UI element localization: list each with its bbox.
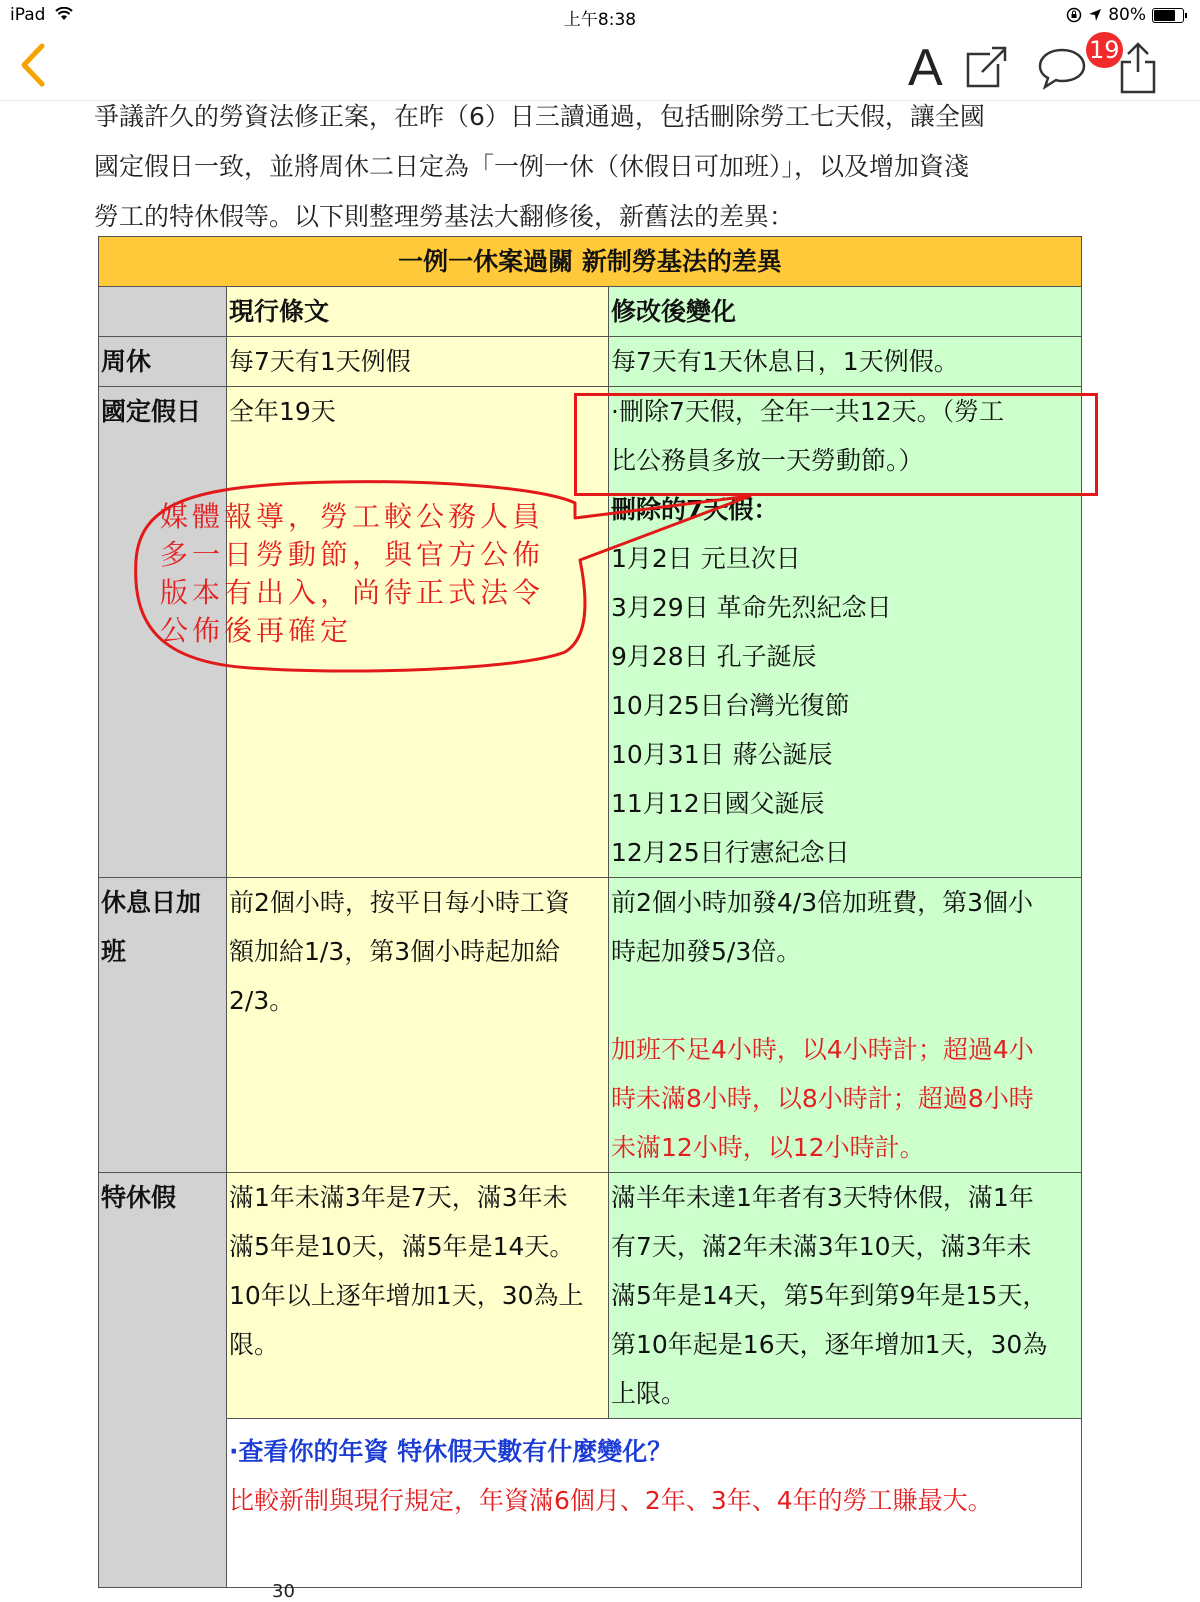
battery-icon: [1152, 8, 1184, 23]
cell-line: 10月31日 蔣公誕辰: [611, 740, 833, 769]
chevron-left-icon[interactable]: [14, 40, 54, 90]
cell-line: 滿半年未達1年者有3天特休假，滿1年: [611, 1183, 1034, 1212]
cell-line: 有7天，滿2年未滿3年10天，滿3年未: [611, 1232, 1032, 1261]
cell-line: 每7天有1天例假: [229, 347, 411, 376]
annotation-line: 版本有出入，尚待正式法令: [160, 576, 545, 609]
cell-line-red: 時未滿8小時，以8小時計；超過8小時: [611, 1084, 1034, 1113]
annotation-note: [160, 498, 580, 650]
cell-line: 限。: [229, 1330, 280, 1359]
note-text: 比較新制與現行規定，年資滿6個月、2年、3年、4年的勞工賺最大。: [229, 1486, 993, 1515]
cell-line: 10月25日台灣光復節: [611, 691, 850, 720]
cell-line: 每7天有1天休息日，1天例假。: [611, 347, 959, 376]
table-row: [99, 1419, 1082, 1588]
comment-icon[interactable]: [1036, 40, 1088, 90]
page-fragment: 30: [272, 1581, 295, 1602]
navigation-bar: [0, 32, 1200, 101]
cell-line: 刪除的7天假：: [611, 495, 779, 524]
comment-count-badge: 19: [1086, 32, 1123, 68]
cell-line: 10年以上逐年增加1天，30為上: [229, 1281, 584, 1310]
cell-line: 2/3。: [229, 986, 295, 1015]
table-corner: [99, 287, 227, 337]
article-line: 爭議許久的勞資法修正案，在昨（6）日三讀通過，包括刪除勞工七天假，讓全國: [94, 102, 985, 131]
current-cell: [227, 878, 609, 1173]
cell-line: 12月25日行憲紀念日: [611, 838, 850, 867]
orientation-lock-icon: [1066, 7, 1082, 23]
status-time: 上午8:38: [563, 10, 637, 30]
font-size-button[interactable]: A: [908, 39, 943, 97]
battery-percent: 80%: [1108, 5, 1146, 25]
cell-line: 滿5年是14天，第5年到第9年是15天，: [611, 1281, 1048, 1310]
cell-line: 滿5年是10天，滿5年是14天。: [229, 1232, 575, 1261]
table-title: 一例一休案過關 新制勞基法的差異: [99, 237, 1082, 287]
table-row: [99, 878, 1082, 1173]
current-cell: [227, 337, 609, 387]
cell-line: 第10年起是16天，逐年增加1天，30為: [611, 1330, 1048, 1359]
share-icon[interactable]: [1116, 40, 1160, 96]
changed-cell: [609, 1173, 1082, 1419]
highlight-box: [574, 393, 1098, 496]
cell-line: 上限。: [611, 1379, 687, 1408]
external-link-icon[interactable]: [962, 40, 1008, 90]
cell-line-red: 未滿12小時，以12小時計。: [611, 1133, 925, 1162]
annotation-line: 公佈後再確定: [160, 614, 353, 647]
changed-cell: [609, 337, 1082, 387]
cell-line: 3月29日 革命先烈紀念日: [611, 593, 892, 622]
cell-line: 前2個小時，按平日每小時工資: [229, 888, 570, 917]
table-row: [99, 1173, 1082, 1419]
cell-line: 1月2日 元旦次日: [611, 544, 801, 573]
bottom-note-cell: [227, 1419, 1082, 1588]
cell-line: 滿1年未滿3年是7天，滿3年未: [229, 1183, 568, 1212]
table-row: [99, 337, 1082, 387]
row-label: 周休: [99, 337, 227, 387]
status-right: [1066, 5, 1184, 25]
column-header-current: 現行條文: [227, 287, 609, 337]
cell-line: 11月12日國父誕辰: [611, 789, 825, 818]
article-line: 勞工的特休假等。以下則整理勞基法大翻修後，新舊法的差異：: [94, 202, 795, 231]
annotation-line: 多一日勞動節，與官方公佈: [160, 538, 545, 571]
cell-line: 前2個小時加發4/3倍加班費，第3個小: [611, 888, 1034, 917]
link-text[interactable]: ·查看你的年資 特休假天數有什麼變化？: [229, 1437, 673, 1466]
row-label: 國定假日: [99, 387, 227, 878]
current-cell: [227, 1173, 609, 1419]
cell-line-red: 加班不足4小時，以4小時計；超過4小: [611, 1035, 1034, 1064]
location-icon: [1088, 8, 1102, 22]
row-label: 特休假: [99, 1173, 227, 1588]
changed-cell: [609, 878, 1082, 1173]
device-label: iPad: [10, 5, 73, 25]
cell-line: 時起加發5/3倍。: [611, 937, 802, 966]
row-label: [99, 878, 227, 1173]
annotation-line: 媒體報導，勞工較公務人員: [160, 500, 545, 533]
cell-line: 比公務員多放一天勞動節。）: [611, 446, 924, 475]
column-header-changed: 修改後變化: [609, 287, 1082, 337]
article-line: 國定假日一致，並將周休二日定為「一例一休（休假日可加班）」，以及增加資淺: [94, 152, 970, 181]
cell-line: 9月28日 孔子誕辰: [611, 642, 817, 671]
cell-line: ·刪除7天假，全年一共12天。（勞工: [611, 397, 1005, 426]
cell-line: 全年19天: [229, 397, 336, 426]
article-body: [94, 92, 1114, 242]
row-label-line: 休息日加: [101, 888, 202, 917]
row-label-line: 班: [101, 937, 127, 966]
status-bar: [0, 0, 1200, 32]
cell-line: 額加給1/3，第3個小時起加給: [229, 937, 561, 966]
